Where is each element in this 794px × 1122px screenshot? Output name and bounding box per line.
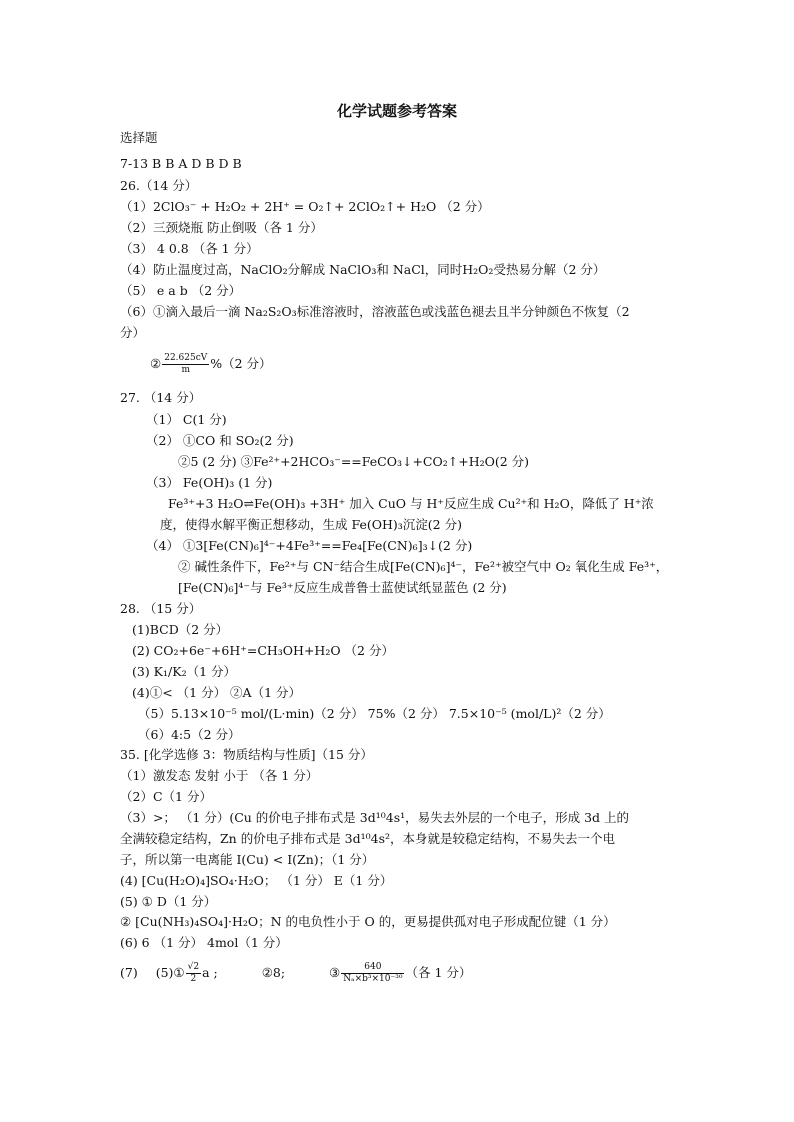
circled-2: ② [150,356,162,371]
text-line: （5）5.13×10⁻⁵ mol/(L·min)（2 分） 75%（2 分） 7.5×10⁻⁵ (mol/L)²（2 分） [138,706,611,721]
text-line: （2）三颈烧瓶 防止倒吸（各 1 分） [120,220,323,235]
fraction-density: $\frac{640}{\text{Nₐ×b³×10⁻³⁰}}$ [343,962,403,984]
fraction-root2: $\frac{√2}{2}$ [187,962,200,984]
text-line: 27. （14 分） [120,390,202,405]
text-line: （2） ①CO 和 SO₂(2 分) [146,433,294,448]
text-line: [Fe(CN)₆]⁴⁻与 Fe³⁺反应生成普鲁士蓝使试纸显蓝色 (2 分) [178,580,507,595]
page-title: 化学试题参考答案 [336,102,457,120]
text-line: Fe³⁺+3 H₂O⇌Fe(OH)₃ +3H⁺ 加入 CuO 与 H⁺反应生成 Cu²⁺和 H₂O，降低了 H⁺浓 [168,496,654,511]
text-line: (1)BCD（2 分） [132,622,229,637]
text-line: 度，使得水解平衡正想移动，生成 Fe(OH)₃沉淀(2 分) [160,517,462,532]
text-line: 28. （15 分） [120,601,202,616]
text-line: （5） e a b （2 分） [120,283,242,298]
text-line: （4） ①3[Fe(CN)₆]⁴⁻+4Fe³⁺==Fe₄[Fe(CN)₆]₃↓(2 分) [146,538,473,553]
text-line: ②5 (2 分) ③Fe²⁺+2HCO₃⁻==FeCO₃↓+CO₂↑+H₂O(2 分) [178,454,530,469]
text-line: (4)①< （1 分） ②A（1 分） [132,685,302,700]
text-line: 26.（14 分） [120,178,198,193]
text-line: 全满较稳定结构，Zn 的价电子排布式是 3d¹⁰4s²，本身就是较稳定结构，不易失去一个电 [120,831,616,846]
answer-26-6-2 [150,353,272,376]
text-line: (5) ① D（1 分） [120,894,217,909]
text-line: ② [Cu(NH₃)₄SO₄]·H₂O；N 的电负性小于 O 的，更易提供孤对电子形成配位键（1 分） [120,914,616,929]
text-line: (4) [Cu(H₂O)₄]SO₄·H₂O； （1 分） E（1 分） [120,873,393,888]
text-line: （3）>； （1 分）(Cu 的价电子排布式是 3d¹⁰4s¹，易失去外层的一个电子，形成 3d 上的 [120,810,630,825]
text-line: （6）①滴入最后一滴 Na₂S₂O₃标准溶液时，溶液蓝色或浅蓝色褪去且半分钟颜色不恢复（2 [120,304,630,319]
text-line: (2) CO₂+6e⁻+6H⁺=CH₃OH+H₂O （2 分） [132,643,394,658]
text-line: （3） 4 0.8 （各 1 分） [120,241,259,256]
fraction-suffix: %（2 分） [210,356,272,371]
answer-35-7: (7) (5)① $\frac{√2}{2}$ a ; ②8; ③ $\frac{640}{\text{Nₐ×b³×10⁻³⁰}}$ （各 1 分） [120,962,472,984]
text-line: 7-13 B B A D B D B [120,156,242,171]
text-line: (6) 6 （1 分） 4mol（1 分） [120,935,288,950]
text-line: （1）2ClO₃⁻ + H₂O₂ + 2H⁺ = O₂↑+ 2ClO₂↑+ H₂O （2 分） [120,199,490,214]
text-line: ② 碱性条件下，Fe²⁺与 CN⁻结合生成[Fe(CN)₆]⁴⁻，Fe²⁺被空气中 O₂ 氧化生成 Fe³⁺， [178,559,669,574]
text-line: 分） [120,325,146,340]
text-line: （4）防止温度过高，NaClO₂分解成 NaClO₃和 NaCl，同时H₂O₂受热易分解（2 分） [120,262,606,277]
text-line: （3） Fe(OH)₃ (1 分) [146,475,273,490]
text-line: (3) K₁/K₂（1 分） [132,664,237,679]
text-line: （2）C（1 分） [120,789,212,804]
text-line: 子，所以第一电离能 I(Cu) < I(Zn)；（1 分） [120,852,375,867]
text-line: 选择题 [120,130,158,145]
text-line: 35. [化学选修 3：物质结构与性质]（15 分） [120,747,373,762]
text-line: （1） C(1 分) [146,412,227,427]
text-line: （6）4:5（2 分） [138,727,241,742]
text-line: （1）激发态 发射 小于 （各 1 分） [120,768,319,783]
fraction: $\frac{22.625cV}{m}$ [164,353,208,375]
